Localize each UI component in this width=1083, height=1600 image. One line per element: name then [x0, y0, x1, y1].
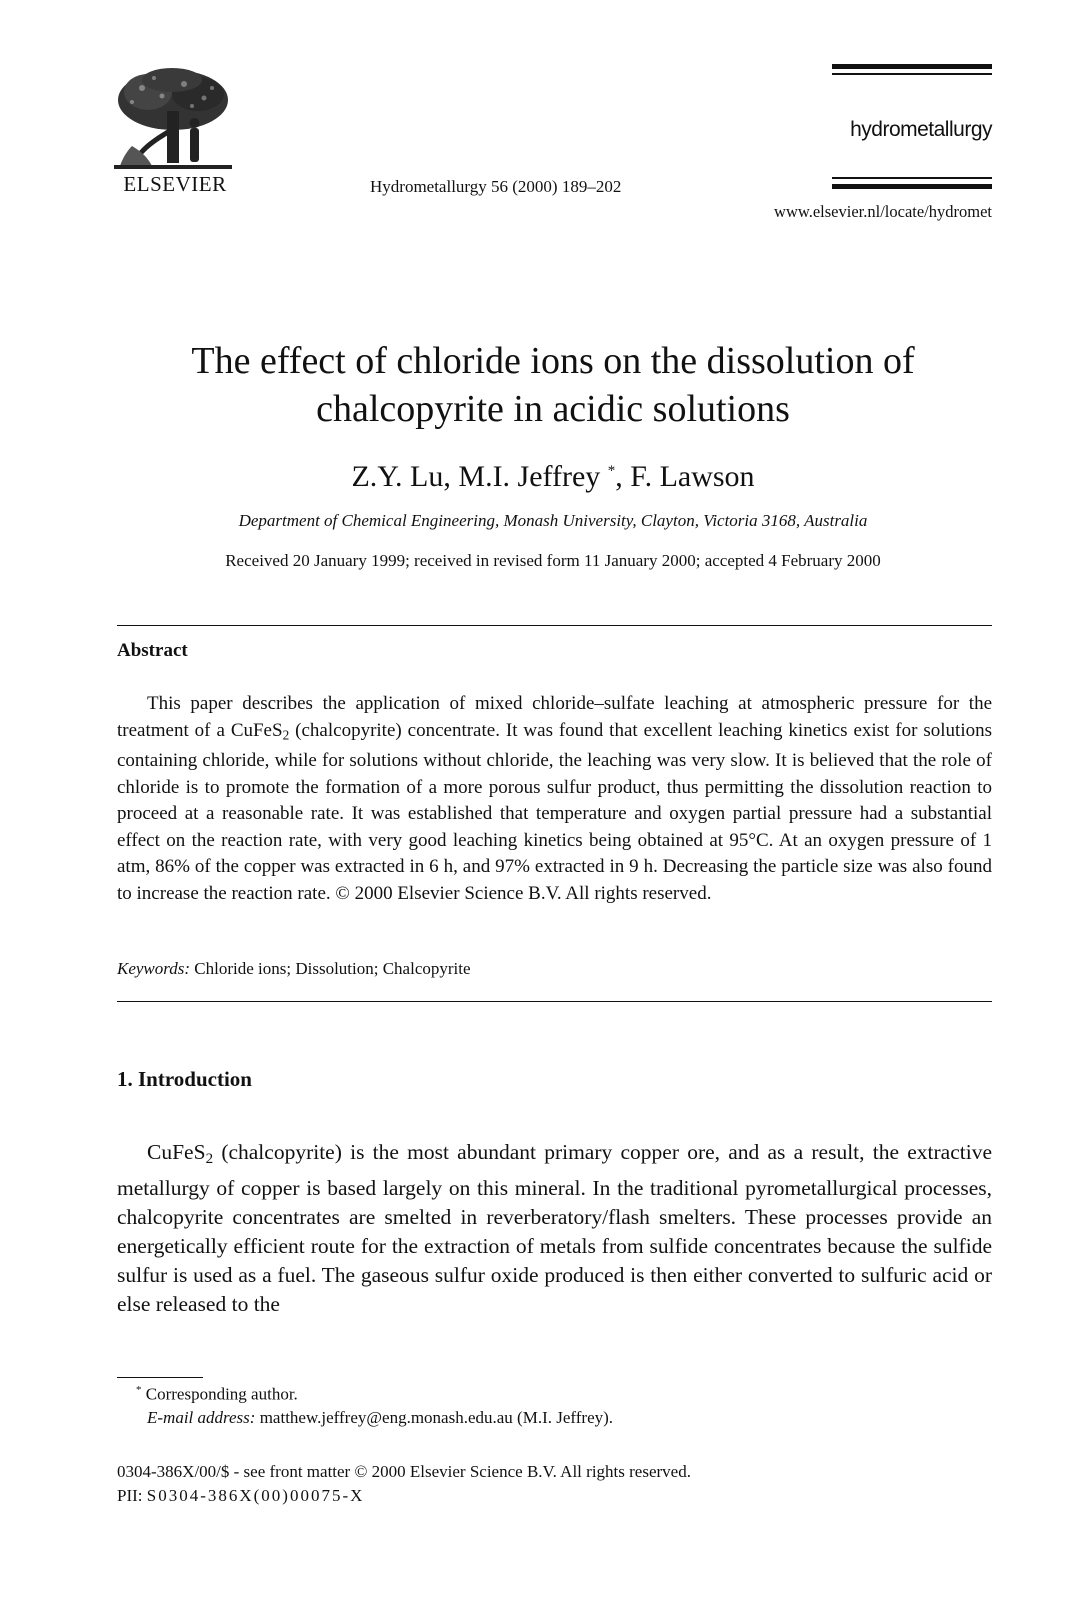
- abstract-subscript: 2: [282, 726, 290, 742]
- footnote-corresponding: [136, 1384, 298, 1405]
- journal-url[interactable]: www.elsevier.nl/locate/hydromet: [774, 202, 992, 221]
- email-address[interactable]: matthew.jeffrey@eng.monash.edu.au (M.I. Jeffrey).: [255, 1408, 614, 1427]
- email-label: E-mail address:: [147, 1408, 256, 1427]
- divider-top: [117, 625, 992, 626]
- section-heading-introduction: 1. Introduction: [117, 1067, 252, 1091]
- footnote-rule: [117, 1377, 203, 1378]
- pii-code: S0304-386X(00)00075-X: [146, 1486, 365, 1505]
- footnote-email: [147, 1408, 613, 1428]
- divider-bottom: [117, 1001, 992, 1002]
- header-rule-bottom-thick: [832, 184, 992, 189]
- header-rule-bottom-thin: [832, 177, 992, 179]
- keywords-label: Keywords:: [117, 959, 191, 978]
- issn-line: 0304-386X/00/$ - see front matter © 2000 Elsevier Science B.V. All rights reserved.: [117, 1462, 691, 1481]
- intro-text-part-a: CuFeS: [147, 1140, 206, 1164]
- abstract-text-part-b: (chalcopyrite) concentrate. It was found that excellent leaching kinetics exist for solutions containing chloride, while for solutions without chloride, the leaching was very slow. It is believed that the role of chloride is to promote the formation of a more porous sulfur product, thus permitting the dissolution reaction to proceed at a reasonable rate. It was established that temperature and oxygen partial pressure had a substantial effect on the reaction rate, with very good leaching kinetics being obtained at 95°C. At an oxygen pressure of 1 atm, 86% of the copper was extracted in 6 h, and 97% extracted in 9 h. Decreasing the particle size was also found to increase the reaction rate. © 2000 Elsevier Science B.V. All rights reserved.: [117, 719, 992, 904]
- introduction-text: [117, 1138, 992, 1319]
- footnote-mark: *: [136, 1384, 142, 1396]
- keywords: [117, 959, 471, 979]
- received-dates: Received 20 January 1999; received in revised form 11 January 2000; accepted 4 February 2000: [225, 551, 881, 570]
- abstract-text-part-a: This paper describes the application of mixed chloride–sulfate leaching at atmospheric pressure for the treatment of a CuFeS: [117, 693, 992, 741]
- publisher-name: ELSEVIER: [123, 172, 227, 196]
- keywords-list: Chloride ions; Dissolution; Chalcopyrite: [194, 959, 471, 978]
- header-rule-top-thick: [832, 64, 992, 69]
- pii-line: [117, 1486, 364, 1506]
- title-line-1: The effect of chloride ions on the dissolution of: [191, 340, 915, 382]
- author-jeffrey: M.I. Jeffrey: [458, 460, 601, 493]
- author-lawson: , F. Lawson: [615, 460, 755, 493]
- header-rule-top-thin: [832, 73, 992, 75]
- abstract-text: [117, 691, 992, 907]
- corresponding-author-mark[interactable]: *: [607, 463, 616, 479]
- journal-citation: Hydrometallurgy 56 (2000) 189–202: [370, 177, 622, 196]
- author-lu: Z.Y. Lu,: [351, 460, 459, 493]
- intro-subscript: 2: [205, 1150, 214, 1167]
- title-line-2: chalcopyrite in acidic solutions: [316, 388, 790, 430]
- affiliation: Department of Chemical Engineering, Monash University, Clayton, Victoria 3168, Australia: [238, 511, 868, 530]
- abstract-heading: Abstract: [117, 640, 188, 661]
- pii-label: PII:: [117, 1486, 147, 1505]
- author-list: [110, 460, 996, 494]
- footnote-corresponding-text: Corresponding author.: [141, 1384, 298, 1404]
- paper-title: [110, 337, 996, 433]
- intro-text-part-b: (chalcopyrite) is the most abundant primary copper ore, and as a result, the extractive metallurgy of copper is based largely on this mineral. In the traditional pyrometallurgical processes, chalcopyrite concentrates are smelted in reverberatory/flash smelters. These processes provide an energetically efficient route for the extraction of metals from sulfide concentrates because the sulfide sulfur is used as a fuel. The gaseous sulfur oxide produced is then either converted to sulfuric acid or else released to the: [117, 1140, 992, 1316]
- journal-name: hydrometallurgy: [850, 118, 992, 141]
